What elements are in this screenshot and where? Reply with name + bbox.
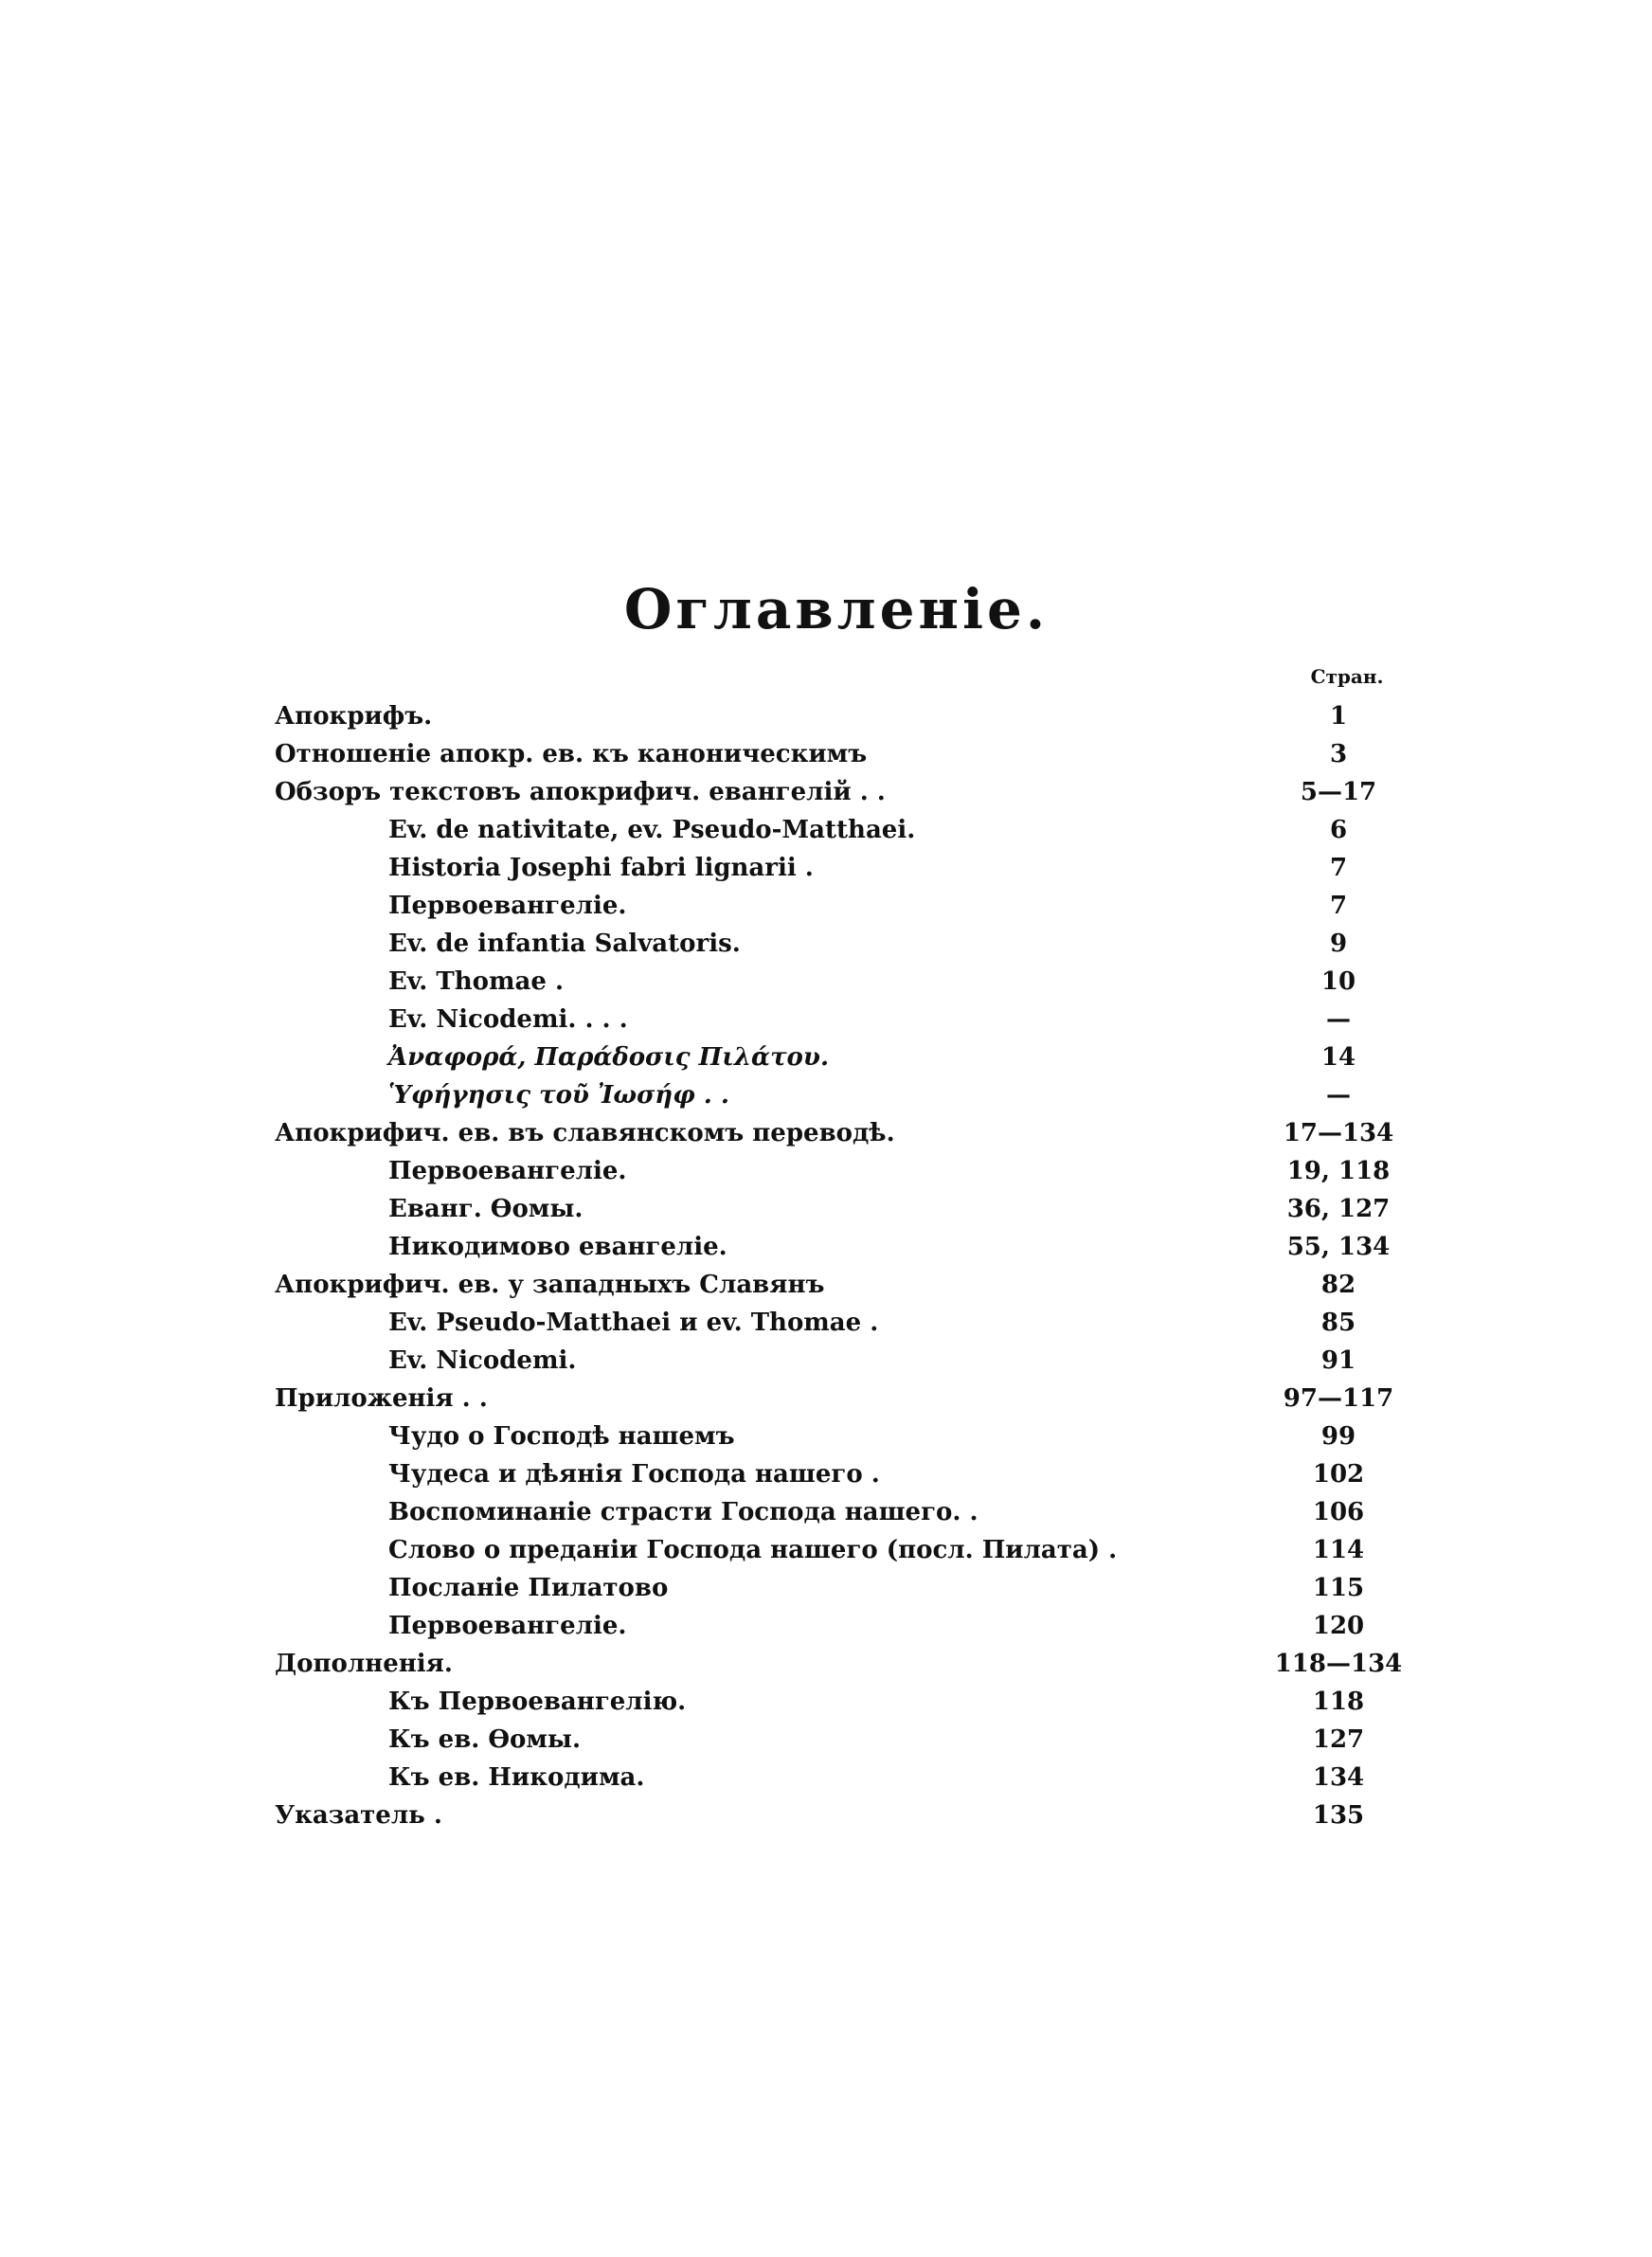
toc-entry-label: Указатель . xyxy=(275,1801,442,1830)
toc-entry xyxy=(275,1076,1411,1114)
toc-entry-label: Ev. de nativitate, ev. Pseudo-Matthaei. xyxy=(388,816,916,844)
toc-entry xyxy=(275,697,1411,735)
toc-entry-page: 106 xyxy=(1312,1498,1365,1526)
toc-entry xyxy=(275,1228,1411,1266)
page-column-header: Стран. xyxy=(1310,665,1384,688)
toc-entry-label: Ἀναφορά, Παράδοσις Πιλάτου. xyxy=(388,1043,829,1072)
toc-entry-page: 5—17 xyxy=(1300,778,1377,806)
toc-entry-label: Къ ев. Ѳомы. xyxy=(388,1725,582,1754)
toc-entry-label: Воспоминаніе страсти Господа нашего. . xyxy=(388,1498,979,1526)
toc-entry-page: 97—117 xyxy=(1283,1384,1394,1413)
toc-entry xyxy=(275,811,1411,849)
toc-entry-page: 85 xyxy=(1320,1309,1356,1337)
toc-entry-label: Обзоръ текстовъ апокрифич. евангелій . . xyxy=(275,778,886,806)
toc-entry-page: 1 xyxy=(1329,702,1348,731)
toc-entry-label: Чудо о Господѣ нашемъ xyxy=(388,1422,735,1451)
toc-entry-page: 19, 118 xyxy=(1286,1157,1391,1185)
toc-entry-label: Апокрифъ. xyxy=(275,702,433,731)
toc-entry-page: 9 xyxy=(1329,930,1348,958)
toc-entry xyxy=(275,1266,1411,1304)
toc-entry-label: Приложенія . . xyxy=(275,1384,488,1413)
toc-entry-label: Отношеніе апокр. ев. къ каноническимъ xyxy=(275,740,868,768)
toc-entry-label: Ev. Nicodemi. . . . xyxy=(388,1005,628,1034)
toc-entry xyxy=(275,1304,1411,1342)
toc-entry-label: Къ Первоевангелію. xyxy=(388,1688,687,1716)
toc-entry-label: Ev. de infantia Salvatoris. xyxy=(388,930,741,958)
toc-entry-page: 82 xyxy=(1320,1271,1356,1299)
toc-entry xyxy=(275,1190,1411,1228)
toc-entry-label: Апокрифич. ев. въ славянскомъ переводѣ. xyxy=(275,1119,895,1147)
toc-entry xyxy=(275,1569,1411,1607)
toc-entry-label: Первоевангеліе. xyxy=(388,1157,627,1185)
toc-entry xyxy=(275,925,1411,963)
toc-entry-page: 118 xyxy=(1312,1688,1365,1716)
toc-entry-label: Historia Josephi fabri lignarii . xyxy=(388,854,814,882)
toc-entry-label: Ὑφήγησις τοῦ Ἰωσήφ . . xyxy=(388,1081,729,1110)
toc-entry xyxy=(275,773,1411,811)
toc-entry xyxy=(275,1531,1411,1569)
toc-entry-page: 115 xyxy=(1312,1574,1365,1602)
toc-entry-page: 36, 127 xyxy=(1286,1195,1391,1223)
toc-entry-label: Къ ев. Никодима. xyxy=(388,1763,645,1792)
toc-entry xyxy=(275,1417,1411,1455)
toc-entry xyxy=(275,1038,1411,1076)
toc-entry-page: 91 xyxy=(1320,1346,1356,1375)
toc-entry xyxy=(275,1759,1411,1797)
toc-entry-label: Апокрифич. ев. у западныхъ Славянъ xyxy=(275,1271,825,1299)
toc-entry xyxy=(275,1114,1411,1152)
toc-entry-page: 7 xyxy=(1329,892,1348,920)
page-title: Оглавленіе. xyxy=(623,577,1050,641)
toc-entry-page: 102 xyxy=(1312,1460,1365,1489)
toc-entry xyxy=(275,1797,1411,1834)
toc-entry-label: Чудеса и дѣянія Господа нашего . xyxy=(388,1460,880,1489)
toc-entry xyxy=(275,887,1411,925)
toc-entry-page: 134 xyxy=(1312,1763,1365,1792)
toc-entry-page: — xyxy=(1326,1005,1351,1034)
toc-entry-page: 118—134 xyxy=(1274,1650,1403,1678)
toc-entry-label: Первоевангеліе. xyxy=(388,1612,627,1640)
toc-entry-page: 6 xyxy=(1329,816,1348,844)
toc-entry-page: 55, 134 xyxy=(1286,1233,1391,1261)
toc-entry xyxy=(275,963,1411,1001)
toc-entry-label: Дополненія. xyxy=(275,1650,453,1678)
toc-entry xyxy=(275,1683,1411,1721)
toc-entry-page: 120 xyxy=(1312,1612,1365,1640)
toc-entry-label: Первоевангеліе. xyxy=(388,892,627,920)
toc-entry xyxy=(275,1645,1411,1683)
toc-entry-page: 114 xyxy=(1312,1536,1365,1564)
toc-entry-label: Слово о преданіи Господа нашего (посл. Пилата) . xyxy=(388,1536,1118,1564)
toc-entry-page: 127 xyxy=(1312,1725,1365,1754)
toc-entry-label: Ev. Nicodemi. xyxy=(388,1346,577,1375)
toc-entry xyxy=(275,1721,1411,1759)
toc-entry-label: Никодимово евангеліе. xyxy=(388,1233,727,1261)
toc-entry-page: 135 xyxy=(1312,1801,1365,1830)
toc-entry xyxy=(275,1152,1411,1190)
toc-entry-page: 14 xyxy=(1320,1043,1356,1072)
toc-entry-page: 10 xyxy=(1320,967,1356,996)
toc-entry-page: 7 xyxy=(1329,854,1348,882)
toc-entry xyxy=(275,735,1411,773)
toc-entry-page: 99 xyxy=(1320,1422,1356,1451)
toc-entry-label: Ev. Thomae . xyxy=(388,967,565,996)
toc-entry-label: Еванг. Ѳомы. xyxy=(388,1195,584,1223)
toc-entry-page: 17—134 xyxy=(1283,1119,1394,1147)
toc-entry-label: Ev. Pseudo-Matthaei и ev. Thomae . xyxy=(388,1309,879,1337)
toc-entry xyxy=(275,1493,1411,1531)
toc-entry xyxy=(275,1342,1411,1380)
toc-entry xyxy=(275,1001,1411,1038)
toc-entry xyxy=(275,1455,1411,1493)
toc-entry xyxy=(275,1607,1411,1645)
toc-entry-page: — xyxy=(1326,1081,1351,1110)
toc-entry xyxy=(275,1380,1411,1417)
table-of-contents xyxy=(275,697,1411,1834)
toc-entry-label: Посланіе Пилатово xyxy=(388,1574,669,1602)
toc-entry xyxy=(275,849,1411,887)
toc-entry-page: 3 xyxy=(1329,740,1348,768)
